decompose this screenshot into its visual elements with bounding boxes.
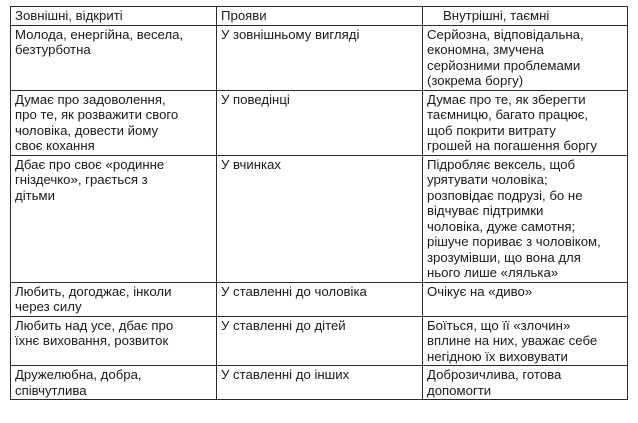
inner-trait-cell-line: розповідає подрузі, бо не (427, 187, 583, 203)
outer-trait-cell-line: через силу (15, 299, 82, 314)
outer-trait-cell (11, 155, 217, 282)
inner-trait-cell-line: зрозумівши, що вона для (427, 249, 581, 265)
outer-trait-cell-line: співчутлива (15, 382, 87, 398)
inner-trait-cell (423, 90, 628, 155)
inner-trait-cell-line: допомогти (427, 382, 492, 398)
inner-trait-cell-line: грошей на погашення боргу (427, 138, 597, 153)
table-row (11, 90, 628, 155)
inner-trait-cell-line: економна, змучена (427, 42, 544, 57)
outer-trait-cell-line: Думає про задоволення, (15, 91, 166, 107)
inner-trait-cell (423, 316, 628, 366)
table-row (11, 282, 628, 316)
manifestation-cell: У ставленні до інших (217, 366, 423, 400)
header-inner: Внутрішні, таємні (423, 7, 628, 26)
inner-trait-cell-line: серйозними проблемами (427, 57, 581, 73)
inner-trait-cell-line: відчуває підтримки (427, 203, 544, 218)
inner-trait-cell-line: (зокрема боргу) (427, 73, 524, 88)
inner-trait-cell-line: щоб покрити витрату (427, 122, 556, 138)
outer-trait-cell (11, 316, 217, 366)
outer-trait-cell-line: Дружелюбна, добра, (15, 367, 142, 382)
inner-trait-cell-line: Підробляє вексель, щоб (427, 156, 576, 172)
inner-trait-cell-line: чоловіка, дуже самотня; (427, 218, 576, 234)
outer-trait-cell (11, 366, 217, 400)
inner-trait-cell-line: таємницю, багато працює, (427, 107, 589, 122)
outer-trait-cell-line: Любить, догоджає, інколи (15, 283, 172, 299)
outer-trait-cell-line: безтурботна (15, 42, 91, 57)
table-row (11, 25, 628, 90)
inner-trait-cell (423, 155, 628, 282)
manifestation-cell: У зовнішньому вигляді (217, 25, 423, 90)
inner-trait-cell (423, 25, 628, 90)
outer-trait-cell (11, 25, 217, 90)
header-outer: Зовнішні, відкриті (11, 7, 217, 26)
inner-trait-cell-line: рішуче пориває з чоловіком, (427, 234, 601, 249)
inner-trait-cell (423, 366, 628, 400)
outer-trait-cell-line: про те, як розважити свого (15, 107, 179, 122)
inner-trait-cell-line: Думає про те, як зберегти (427, 91, 586, 107)
inner-trait-cell-line: Очікує на «диво» (427, 283, 533, 299)
outer-trait-cell-line: їхнє виховання, розвиток (15, 333, 169, 348)
outer-trait-cell-line: чоловіка, довести йому (15, 122, 159, 138)
outer-trait-cell-line: Дбає про своє «родинне (15, 156, 165, 172)
inner-trait-cell-line: Доброзичлива, готова (427, 367, 562, 382)
table-body (11, 25, 628, 400)
outer-trait-cell (11, 90, 217, 155)
cut-off-text-above (0, 0, 638, 5)
header-manifest: Прояви (217, 7, 423, 26)
manifestation-cell: У ставленні до чоловіка (217, 282, 423, 316)
inner-trait-cell-line: негідною їх виховувати (427, 348, 568, 364)
outer-trait-cell-line: своє кохання (15, 138, 95, 153)
header-row (11, 7, 628, 26)
table-row (11, 155, 628, 282)
manifestation-cell: У поведінці (217, 90, 423, 155)
outer-trait-cell-line: Любить над усе, дбає про (15, 317, 174, 333)
inner-trait-cell-line: Серйозна, відповідальна, (427, 26, 584, 42)
inner-trait-cell (423, 282, 628, 316)
manifestation-cell: У ставленні до дітей (217, 316, 423, 366)
outer-trait-cell-line: Молода, енергійна, весела, (15, 26, 184, 42)
manifestation-cell: У вчинках (217, 155, 423, 282)
outer-trait-cell-line: гніздечко», грається з (15, 172, 148, 187)
table-row (11, 316, 628, 366)
inner-trait-cell-line: вплине на них, уважає себе (427, 333, 598, 348)
table-row (11, 366, 628, 400)
outer-trait-cell-line: дітьми (15, 187, 55, 203)
inner-trait-cell-line: Боїться, що її «злочин» (427, 317, 571, 333)
outer-trait-cell (11, 282, 217, 316)
inner-trait-cell-line: урятувати чоловіка; (427, 172, 548, 187)
character-table (10, 6, 628, 400)
inner-trait-cell-line: нього лише «лялька» (427, 265, 559, 280)
